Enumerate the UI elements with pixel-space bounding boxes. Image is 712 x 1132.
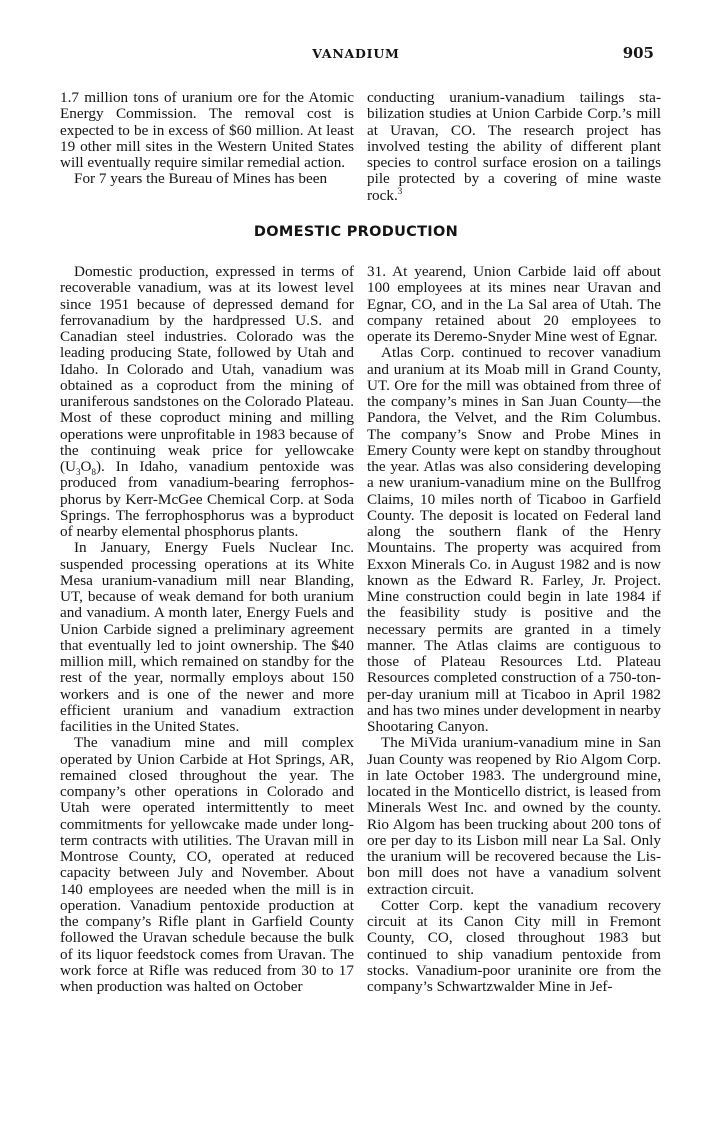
main-left-column [60, 264, 354, 995]
running-title: VANADIUM [312, 46, 400, 61]
paragraph: 31. At yearend, Union Carbide laid off about 100 employees at its mines near Uravan and Egnar, CO, and in the La Sal area of Utah. The company retained about 20 employees to operate its Deremo-Snyder Mine west of Egnar. [367, 263, 661, 345]
formula-subscript: 3 [76, 467, 81, 478]
paragraph: Atlas Corp. continued to recover vanadium and uranium at its Moab mill in Grand County, UT. Ore for the mill was obtained from three of the company’s mines in San Juan County—the Pandora, the Velvet, and the Rim Columbus. The company’s Snow and Probe Mines in Emery County were kept on standby throughout the year. Atlas was also considering developing a new uranium-vanadium mine on the Bullfrog Claims, 10 miles north of Ticaboo in Garfield County. The deposit is located on Federal land along the southern flank of the Henry Mountains. The property was acquired from Exxon Minerals Co. in August 1982 and is now known as the Edward R. Farley, Jr. Project. Mine construction could begin in late 1984 if the feasibility study is positive and the necessary permits are granted in a timely manner. The Atlas claims are contiguous to those of Plateau Resources Ltd. Plateau Resources completed construction of a 750-ton-per-day uranium mill at Ticaboo in April 1982 and has two mines under development in nearby Shootaring Canyon. [367, 344, 661, 735]
top-left-column [60, 90, 354, 188]
running-head [58, 44, 654, 66]
paragraph: The vanadium mine and mill complex operated by Union Carbide at Hot Springs, AR, remained closed throughout the year. The company’s other operations in Colorado and Utah were operated intermittently to meet commitments for yellowcake made under long-term contracts with utilities. The Uravan mill in Montrose County, CO, operated at reduced capacity between July and November. About 140 employees are needed when the mill is in operation. Vanadium pentoxide production at the company’s Rifle plant in Garfield County followed the Uravan schedule because the bulk of its liquor feedstock comes from Uravan. The work force at Rifle was reduced from 30 to 17 when production was halted on October [60, 734, 354, 995]
page-number: 905 [622, 44, 654, 62]
paragraph-text: ). In Idaho, vanadium pentoxide was produced from vanadium-bearing ferrophosphorus by Kerr-McGee Chemical Corp. at Soda Springs. The ferrophosphorus was a byproduct of nearby elemental phosphorus plants. [60, 458, 354, 540]
formula-subscript: 8 [91, 467, 96, 478]
main-right-column [367, 264, 661, 995]
top-right-column [367, 90, 661, 204]
footnote-marker: 3 [397, 185, 403, 196]
paragraph: In January, Energy Fuels Nuclear Inc. suspended processing operations at its White Mesa uranium-vanadium mill near Blanding, UT, because of weak demand for both uranium and vanadium. A month later, Energy Fuels and Union Carbide signed a preliminary agreement that eventually led to joint ownership. The $40 million mill, which remained on standby for the rest of the year, normally employs about 150 workers and is one of the newer and more efficient uranium and vanadium extraction facilities in the United States. [60, 539, 354, 735]
paragraph: 1.7 million tons of uranium ore for the Atomic Energy Commission. The removal cost is expected to be in excess of $60 million. At least 19 other mill sites in the Western United States will eventually require similar remedial action. [60, 89, 354, 171]
section-heading: DOMESTIC PRODUCTION [253, 224, 459, 240]
paragraph [367, 90, 661, 204]
paragraph: Cotter Corp. kept the vanadium recovery circuit at its Canon City mill in Fremont County, CO, closed throughout 1983 but continued to ship vanadium pentoxide from stocks. Vanadium-poor uraninite ore from the company’s Schwartzwalder Mine in Jef- [367, 896, 661, 995]
paragraph-text: conducting uranium-vanadium tailings stabilization studies at Union Carbide Corp.’s mill at Uravan, CO. The research project has involved testing the ability of different plant species to control surface erosion on a tailings pile protected by a covering of mine waste rock. [367, 89, 661, 204]
paragraph-text: Domestic production, expressed in terms of recoverable vanadium, was at its lowest level since 1951 because of depressed demand for ferrovanadium by the hardpressed U.S. and Canadian steel industries. Colorado was the leading producing State, followed by Utah and Idaho. In Colorado and Utah, vanadium was obtained as a coproduct from the mining of uraniferous sandstones on the Colorado Plateau. Most of these coproduct mining and milling operations were unprofitable in 1983 because of the continuing weak price for yellowcake (U [60, 263, 354, 475]
paragraph: The MiVida uranium-vanadium mine in San Juan County was reopened by Rio Algom Corp. in late October 1983. The underground mine, located in the Monticello district, is leased from Minerals West Inc. and owned by the county. Rio Algom has been trucking about 200 tons of ore per day to its Lisbon mill near La Sal. Only the uranium will be recovered because the Lisbon mill does not have a vanadium solvent extraction circuit. [367, 734, 661, 898]
paragraph [60, 264, 354, 540]
formula-element: O [80, 458, 92, 475]
paragraph: For 7 years the Bureau of Mines has been [74, 170, 328, 188]
